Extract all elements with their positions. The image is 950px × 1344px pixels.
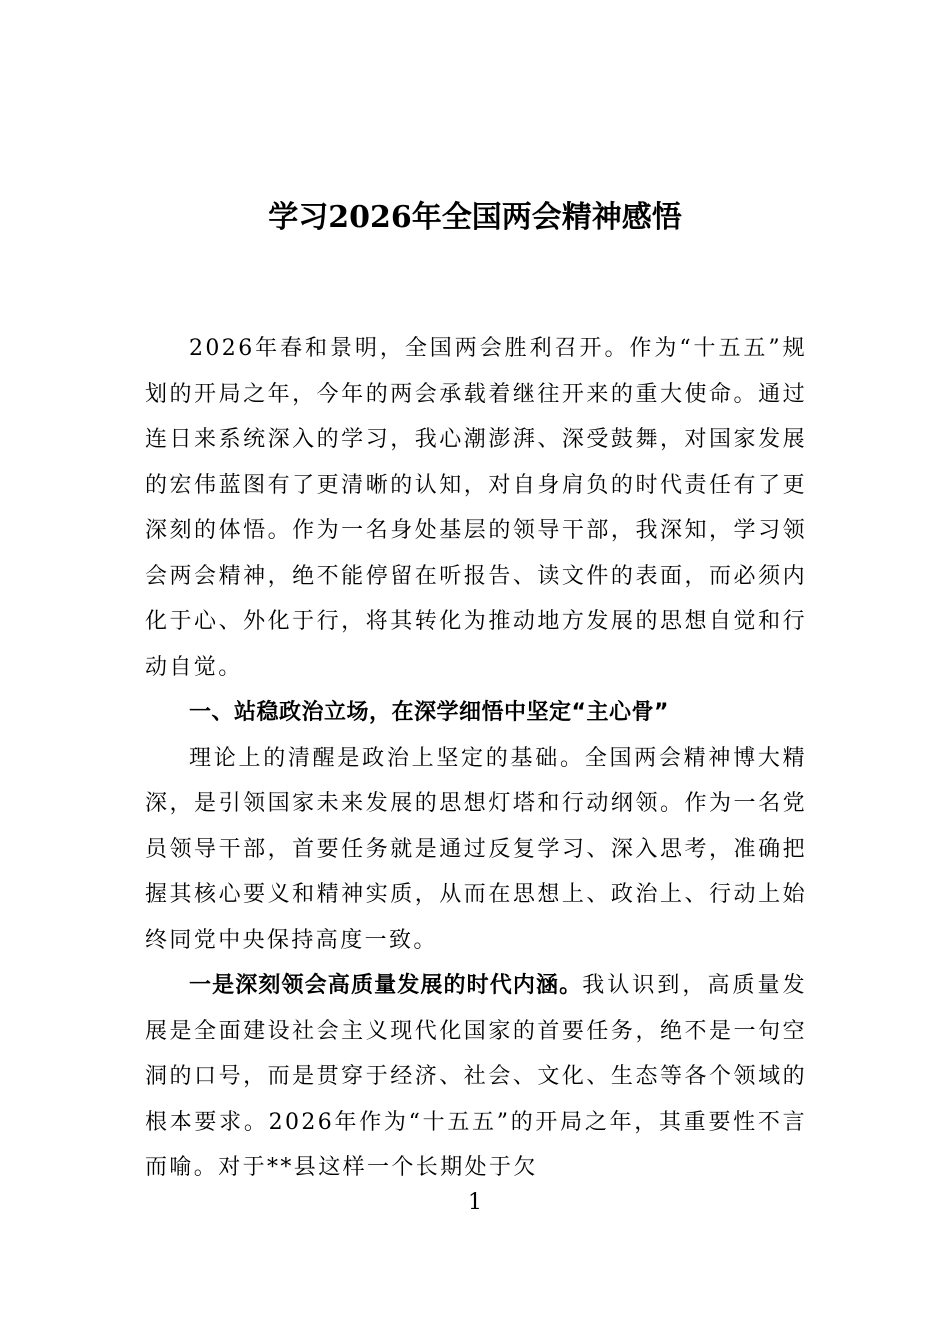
page-number: 1: [468, 1190, 482, 1215]
section-heading-1: 一、站稳政治立场，在深学细悟中坚定“主心骨”: [189, 700, 669, 725]
paragraph-intro: 2026年春和景明，全国两会胜利召开。作为“十五五”规划的开局之年，今年的两会承载着继往开来的重大使命。通过连日来系统深入的学习，我心潮澎湃、深受鼓舞，对国家发展的宏伟蓝图有了更清晰的认知，对自身肩负的时代责任有了更深刻的体悟。作为一名身处基层的领导干部，我深知，学习领会两会精神，绝不能停留在听报告、读文件的表面，而必须内化于心、外化于行，将其转化为推动地方发展的思想自觉和行动自觉。: [145, 336, 807, 680]
point-1-body: 我认识到，高质量发展是全面建设社会主义现代化国家的首要任务，绝不是一句空洞的口号，而是贯穿于经济、社会、文化、生态等各个领域的根本要求。2026年作为“十五五”的开局之年，其重要性不言而喻。对于**县这样一个长期处于欠: [145, 973, 807, 1180]
paragraph-section-1: 理论上的清醒是政治上坚定的基础。全国两会精神博大精深，是引领国家未来发展的思想灯塔和行动纲领。作为一名党员领导干部，首要任务就是通过反复学习、深入思考，准确把握其核心要义和精神实质，从而在思想上、政治上、行动上始终同党中央保持高度一致。: [145, 745, 807, 953]
point-1-lead: 一是深刻领会高质量发展的时代内涵。: [189, 973, 583, 998]
document-title: 学习2026年全国两会精神感悟: [268, 200, 682, 235]
paragraph-point-1: [145, 963, 807, 1191]
document-body: [145, 326, 807, 1191]
